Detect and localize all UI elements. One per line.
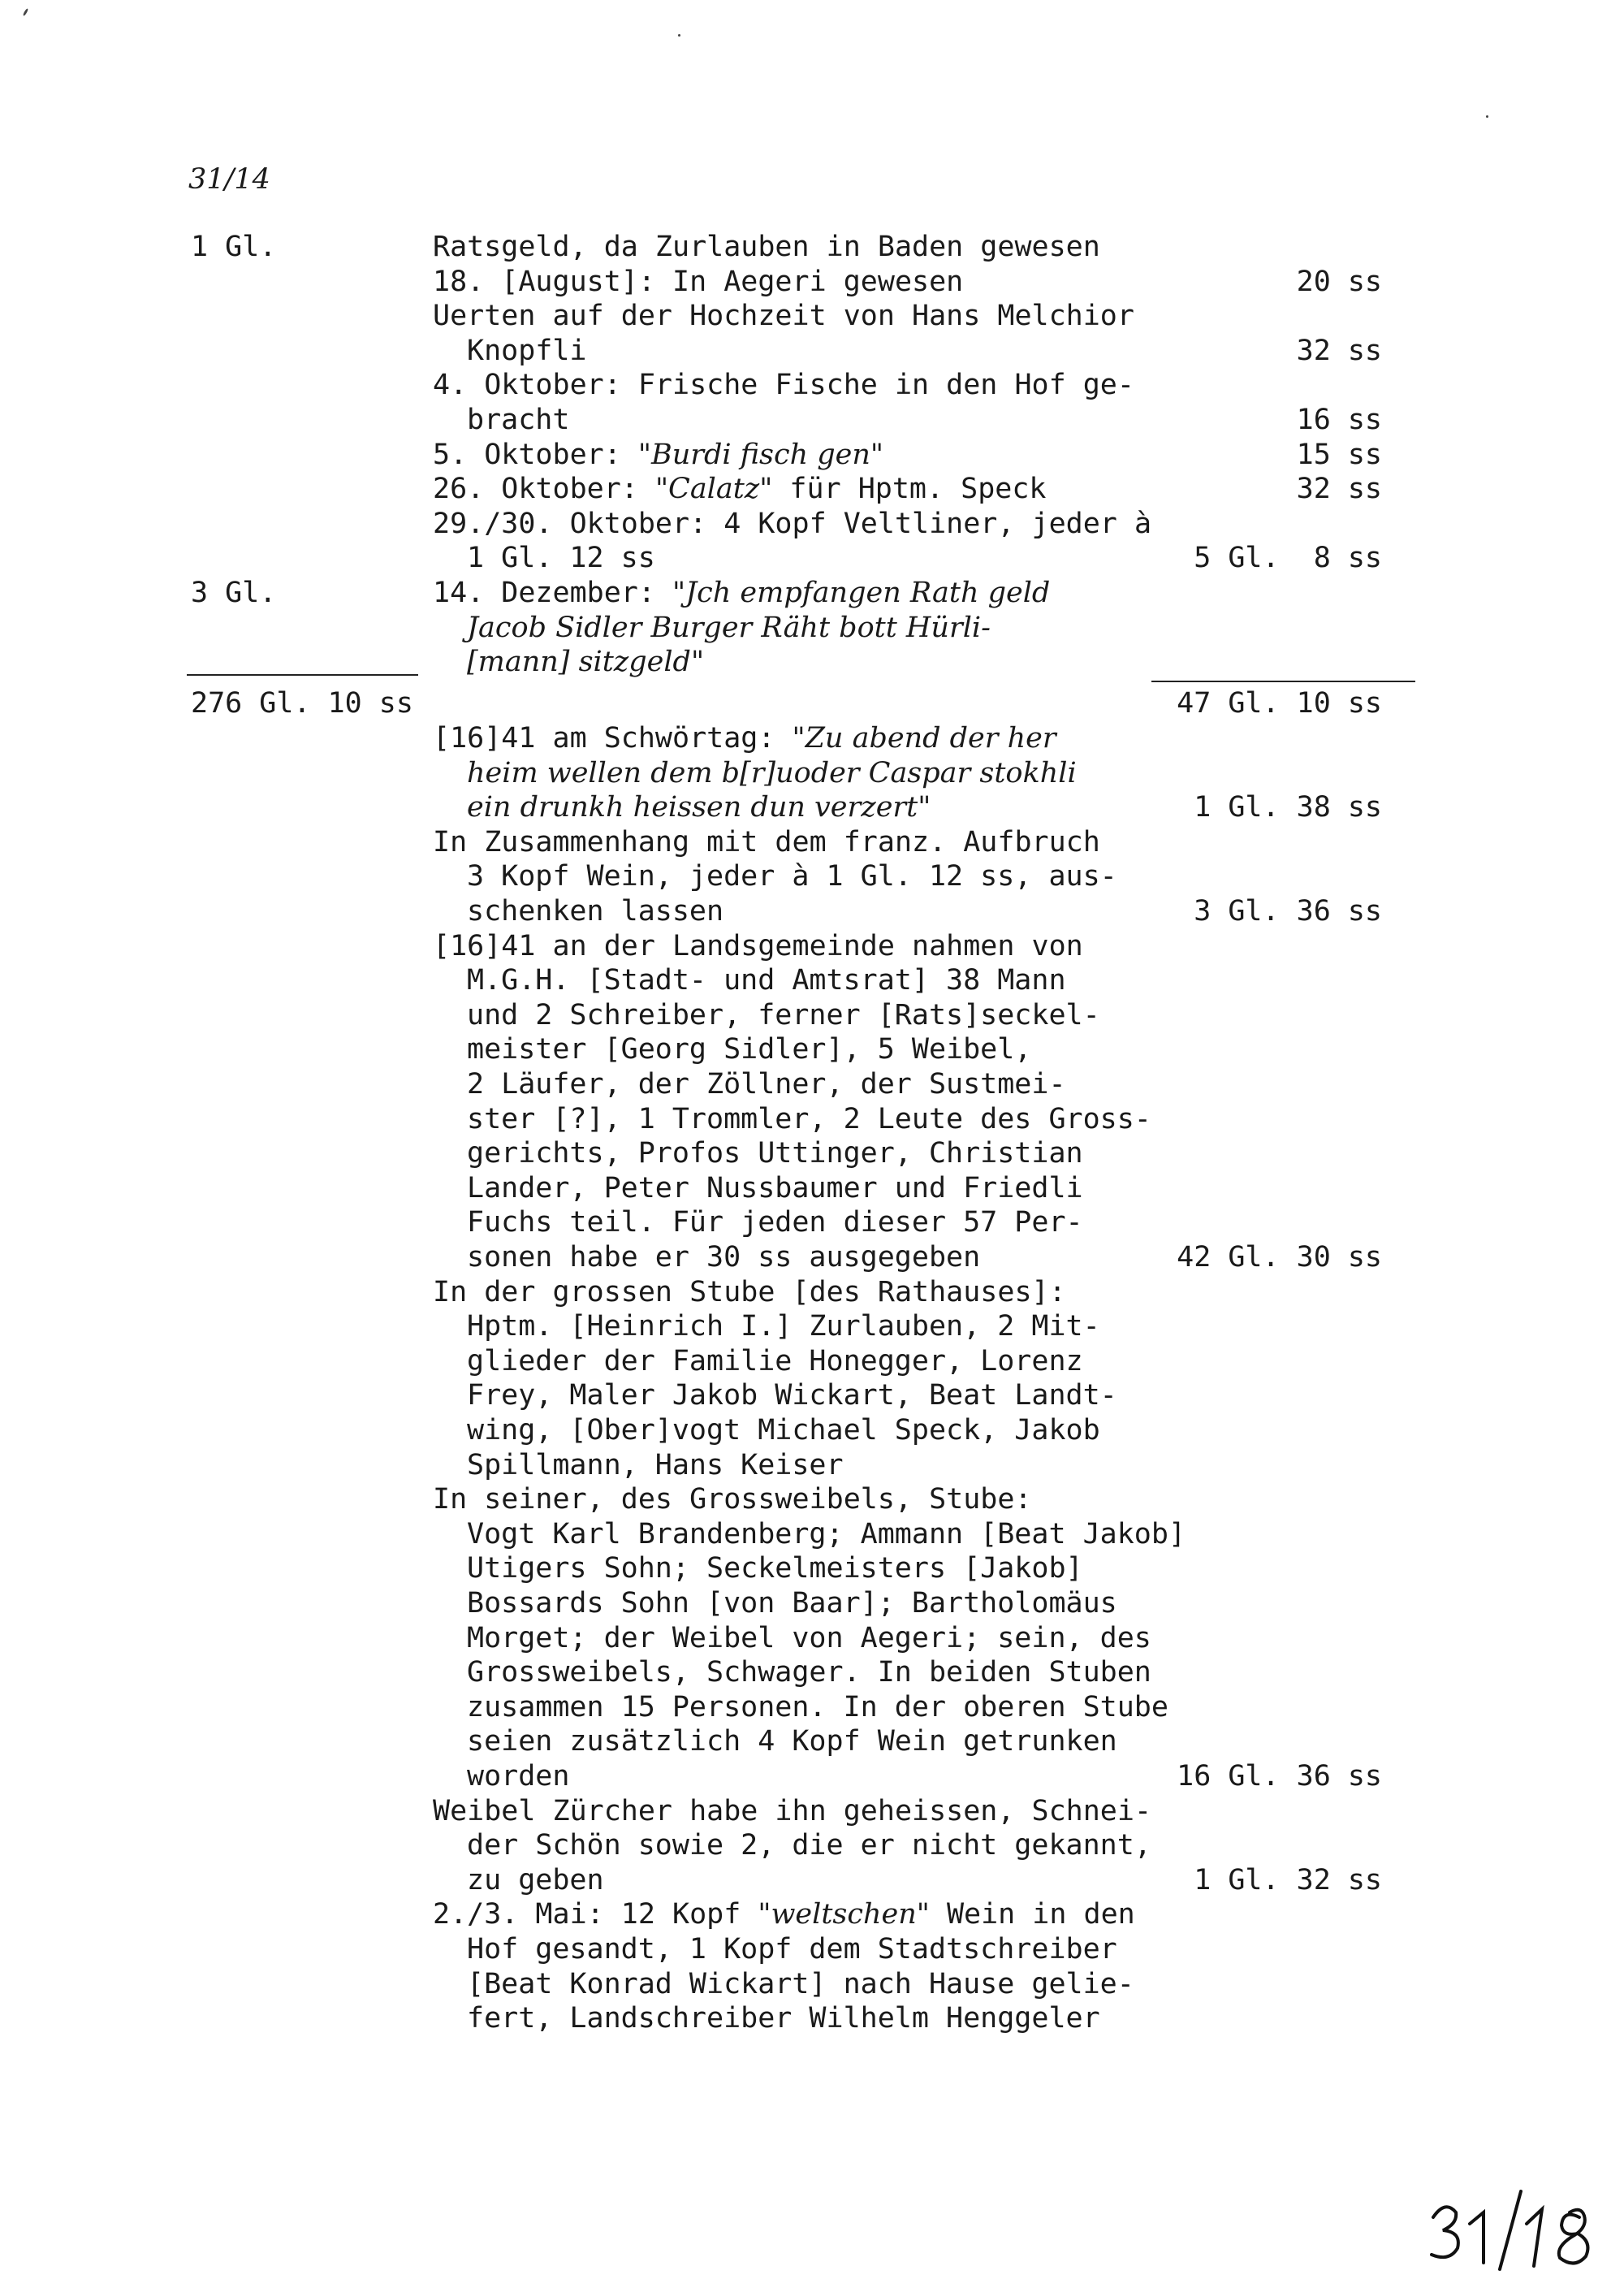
text-run: [Beat Konrad Wickart] nach Hause gelie- <box>467 1967 1134 2000</box>
text-run: 20 ss <box>1296 265 1382 298</box>
text-run: Grossweibels, Schwager. In beiden Stuben <box>467 1656 1151 1689</box>
text-run: Bossards Sohn [von Baar]; Bartholomäus <box>467 1586 1117 1620</box>
text-run: bracht <box>467 404 570 436</box>
entry-continuation <box>467 611 991 646</box>
text-run: 5. Oktober: <box>433 438 638 471</box>
quoted-source-text: Jacob Sidler Burger Räht bott Hürli- <box>467 611 991 644</box>
entry-continuation <box>467 1136 1083 1171</box>
entry-continuation <box>467 1690 1168 1725</box>
entry-continuation <box>467 1378 1117 1413</box>
entry-line <box>433 230 1100 265</box>
entry-continuation <box>467 2001 1100 2036</box>
quoted-source-text: "Jch empfangen Rath geld <box>672 577 1051 609</box>
entry-continuation <box>467 1932 1117 1967</box>
left-amount <box>191 686 413 721</box>
entry-line <box>433 299 1134 334</box>
entry-line <box>433 825 1100 860</box>
text-run: 1 Gl. <box>191 231 277 263</box>
entry-continuation <box>467 1448 844 1483</box>
text-run: Ratsgeld, da Zurlauben in Baden gewesen <box>433 231 1100 263</box>
scan-speck <box>678 34 680 37</box>
entry-continuation <box>467 1344 1083 1379</box>
text-run: Knopfli <box>467 334 587 367</box>
right-amount <box>1297 438 1382 473</box>
text-run: Frey, Maler Jakob Wickart, Beat Landt- <box>467 1379 1117 1412</box>
page-id: 31/14 <box>188 163 270 196</box>
entry-continuation <box>467 1067 1066 1102</box>
right-amount <box>1297 265 1382 300</box>
text-run: schenken lassen <box>467 894 724 928</box>
text-run: 32 ss <box>1296 473 1382 506</box>
right-amount <box>1297 403 1382 438</box>
entry-continuation <box>467 1171 1083 1206</box>
text-run: Vogt Karl Brandenberg; Ammann [Beat Jakob] <box>467 1517 1186 1550</box>
text-run: sonen habe er 30 ss ausgegeben <box>467 1240 981 1274</box>
text-run: 14. Dezember: <box>433 577 673 609</box>
quoted-source-text: "Burdi fisch gen" <box>637 438 884 471</box>
entry-continuation <box>467 1863 604 1898</box>
entry-continuation <box>467 1759 569 1794</box>
text-run: ster [?], 1 Trommler, 2 Leute des Gross- <box>467 1102 1151 1135</box>
handwritten-folio-svg <box>1425 2185 1604 2274</box>
text-run: 3 Kopf Wein, jeder à 1 Gl. 12 ss, aus- <box>467 860 1117 893</box>
entry-continuation <box>467 1205 1083 1240</box>
text-run: 18. [August]: In Aegeri gewesen <box>433 265 964 298</box>
text-run: Weibel Zürcher habe ihn geheissen, Schnei- <box>433 1794 1152 1827</box>
entry-line <box>433 472 1047 507</box>
text-run: 47 Gl. 10 ss <box>1177 687 1382 720</box>
text-run: zu geben <box>467 1863 604 1896</box>
quoted-source-text: ein drunkh heissen dun verzert" <box>467 791 931 824</box>
text-run: 29./30. Oktober: 4 Kopf Veltliner, jeder à <box>433 507 1152 540</box>
left-amount <box>191 576 276 611</box>
text-run: In der grossen Stube [des Rathauses]: <box>433 1275 1066 1308</box>
text-run: der Schön sowie 2, die er nicht gekannt, <box>467 1829 1151 1862</box>
entry-line <box>433 929 1083 964</box>
left-amount <box>191 230 276 265</box>
right-amount <box>1194 790 1382 825</box>
text-run: meister [Georg Sidler], 5 Weibel, <box>467 1033 1032 1066</box>
text-run: 15 ss <box>1296 438 1382 471</box>
entry-continuation <box>467 645 704 680</box>
entry-line <box>433 721 1056 756</box>
entry-continuation <box>467 894 723 929</box>
entry-line <box>433 1897 1135 1932</box>
text-run: [16]41 an der Landsgemeinde nahmen von <box>433 929 1083 962</box>
entry-line <box>433 507 1151 542</box>
quoted-source-text: [mann] sitzgeld" <box>467 646 705 679</box>
entry-line <box>433 1482 1032 1517</box>
right-amount <box>1177 686 1382 721</box>
right-amount <box>1194 541 1382 576</box>
entry-line <box>433 1794 1151 1829</box>
text-run: zusammen 15 Personen. In der oberen Stube <box>467 1690 1168 1723</box>
entry-continuation <box>467 1517 1186 1552</box>
entry-continuation <box>467 1586 1117 1621</box>
entry-continuation <box>467 334 587 369</box>
corner-mark <box>23 8 29 16</box>
text-run: 42 Gl. 30 ss <box>1177 1240 1382 1274</box>
text-run: glieder der Familie Honegger, Lorenz <box>467 1344 1083 1377</box>
text-run: 1 Gl. 12 ss <box>467 542 655 575</box>
entry-continuation <box>467 1828 1151 1863</box>
right-amount <box>1177 1759 1382 1794</box>
entry-continuation <box>467 1413 1100 1448</box>
text-run: 3 Gl. 36 ss <box>1194 894 1382 928</box>
text-run: wing, [Ober]vogt Michael Speck, Jakob <box>467 1413 1100 1447</box>
text-run: für Hptm. Speck <box>772 473 1047 506</box>
text-run: 16 ss <box>1296 404 1382 436</box>
text-run: Morget; der Weibel von Aegeri; sein, des <box>467 1621 1151 1654</box>
text-run: 32 ss <box>1296 334 1382 367</box>
text-run: Wein in den <box>929 1898 1135 1931</box>
quoted-source-text: "Zu abend der her <box>792 721 1056 755</box>
entry-continuation <box>467 1309 1100 1344</box>
right-amount <box>1194 1863 1382 1898</box>
entry-continuation <box>467 1240 980 1275</box>
entry-continuation <box>467 1621 1151 1656</box>
handwritten-folio-number <box>1425 2185 1604 2283</box>
entry-line <box>433 1275 1066 1310</box>
text-run: 3 Gl. <box>191 577 277 609</box>
entry-continuation <box>467 1102 1151 1137</box>
subtotal-rule-right <box>1151 681 1415 682</box>
text-run: fert, Landschreiber Wilhelm Henggeler <box>467 2002 1100 2035</box>
right-amount <box>1297 472 1382 507</box>
entry-continuation <box>467 790 931 825</box>
text-run: 2./3. Mai: 12 Kopf <box>433 1898 758 1931</box>
text-run: Hof gesandt, 1 Kopf dem Stadtschreiber <box>467 1932 1117 1965</box>
right-amount <box>1194 894 1382 929</box>
text-run: M.G.H. [Stadt- und Amtsrat] 38 Mann <box>467 964 1066 997</box>
text-run: 2 Läufer, der Zöllner, der Sustmei- <box>467 1067 1066 1101</box>
subtotal-rule-left <box>187 674 418 676</box>
entry-continuation <box>467 756 1077 791</box>
entry-continuation <box>467 1967 1134 2002</box>
text-run: In seiner, des Grossweibels, Stube: <box>433 1483 1032 1516</box>
text-run: Hptm. [Heinrich I.] Zurlauben, 2 Mit- <box>467 1310 1100 1343</box>
entry-continuation <box>467 963 1066 998</box>
text-run: 276 Gl. 10 ss <box>191 687 413 720</box>
entry-continuation <box>467 1551 1083 1586</box>
text-run: Lander, Peter Nussbaumer und Friedli <box>467 1171 1083 1204</box>
text-run: und 2 Schreiber, ferner [Rats]seckel- <box>467 998 1100 1031</box>
text-run: Uerten auf der Hochzeit von Hans Melchior <box>433 300 1134 333</box>
entry-continuation <box>467 403 569 438</box>
entry-continuation <box>467 859 1117 894</box>
text-run: Fuchs teil. Für jeden dieser 57 Per- <box>467 1206 1083 1239</box>
text-run: seien zusätzlich 4 Kopf Wein getrunken <box>467 1725 1117 1758</box>
entry-line <box>433 265 963 300</box>
quoted-source-text: heim wellen dem b[r]uoder Caspar stokhli <box>467 756 1077 789</box>
entry-continuation <box>467 1032 1031 1067</box>
text-run: 26. Oktober: <box>433 473 655 506</box>
entry-line <box>433 368 1134 403</box>
entry-continuation <box>467 1724 1117 1759</box>
text-run: 1 Gl. 38 ss <box>1194 791 1382 824</box>
entry-line <box>433 576 1050 611</box>
text-run: 5 Gl. 8 ss <box>1194 542 1382 575</box>
entry-continuation <box>467 998 1100 1033</box>
text-run: Utigers Sohn; Seckelmeisters [Jakob] <box>467 1552 1083 1585</box>
text-run: Spillmann, Hans Keiser <box>467 1448 844 1481</box>
entry-continuation <box>467 1655 1151 1690</box>
text-run: 16 Gl. 36 ss <box>1177 1759 1382 1793</box>
text-run: In Zusammenhang mit dem franz. Aufbruch <box>433 825 1100 858</box>
right-amount <box>1177 1240 1382 1275</box>
quoted-source-text: "Calatz" <box>654 473 773 506</box>
text-run: gerichts, Profos Uttinger, Christian <box>467 1137 1083 1170</box>
text-run: [16]41 am Schwörtag: <box>433 721 793 755</box>
text-run: 4. Oktober: Frische Fische in den Hof ge- <box>433 369 1134 402</box>
scan-speck <box>1486 115 1488 118</box>
text-run: 1 Gl. 32 ss <box>1194 1863 1382 1896</box>
text-run: worden <box>467 1759 570 1793</box>
quoted-source-text: "weltschen" <box>758 1898 930 1931</box>
entry-continuation <box>467 541 655 576</box>
right-amount <box>1297 334 1382 369</box>
entry-line <box>433 438 883 473</box>
